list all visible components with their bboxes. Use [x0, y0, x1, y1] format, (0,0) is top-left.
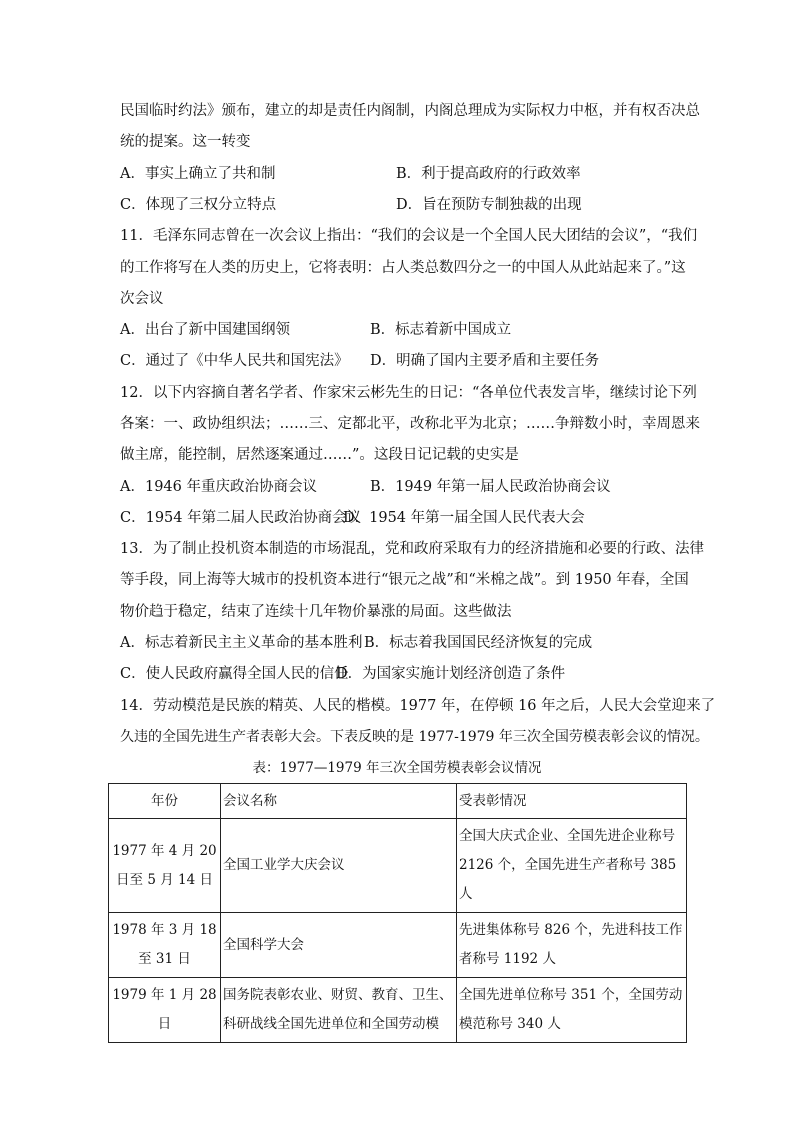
row-2-awards [457, 913, 687, 978]
row-1-year [109, 819, 221, 913]
table-row [109, 913, 687, 978]
row-1-conference [221, 819, 457, 913]
q12-stem-line-1: 12．以下内容摘自著名学者、作家宋云彬先生的日记：“各单位代表发言毕，继续讨论下列 [120, 385, 697, 401]
row-1-awards-text: 全国大庆式企业、全国先进企业称号 2126 个，全国先进生产者称号 385 人 [459, 828, 677, 902]
q11-stem-line-2: 的工作将写在人类的历史上，它将表明：占人类总数四分之一的中国人从此站起来了。”这 [120, 260, 686, 276]
q11-option-a: A．出台了新中国建国纲领 [120, 322, 290, 338]
q13-option-d: D．为国家实施计划经济创造了条件 [336, 666, 566, 682]
q11-option-b: B．标志着新中国成立 [370, 322, 512, 338]
q13-option-c: C．使人民政府赢得全国人民的信任 [120, 666, 349, 682]
row-1-year-text: 1977 年 4 月 20 日至 5 月 14 日 [112, 842, 217, 888]
row-2-year [109, 913, 221, 978]
q10-stem-line-1: 民国临时约法》颁布，建立的却是责任内阁制，内阁总理成为实际权力中枢，并有权否决总 [120, 103, 700, 119]
q12-stem-line-2: 各案：一、政协组织法；……三、定都北平，改称北平为北京；……争辩数小时，幸周恩来 [120, 416, 700, 432]
q11-option-c: C．通过了《中华人民共和国宪法》 [120, 353, 349, 369]
row-2-awards-text: 先进集体称号 826 个，先进科技工作者称号 1192 人 [459, 922, 683, 967]
q11-stem-line-1: 11．毛泽东同志曾在一次会议上指出：“我们的会议是一个全国人民大团结的会议”，“我们 [120, 228, 698, 244]
q13-stem-line-2: 等手段，同上海等大城市的投机资本进行“银元之战”和“米棉之战”。到 1950 年春，全国 [120, 572, 689, 588]
row-1-awards [457, 819, 687, 913]
q10-option-c: C．体现了三权分立特点 [120, 197, 277, 213]
table-row [109, 978, 687, 1043]
q13-option-a: A．标志着新民主主义革命的基本胜利 [120, 635, 363, 651]
q12-stem-line-3: 做主席，能控制，居然逐案通过……”。这段日记记载的史实是 [120, 447, 519, 463]
row-3-conference [221, 978, 457, 1043]
header-award-status: 受表彰情况 [457, 784, 687, 819]
q14-stem-line-1: 14．劳动模范是民族的精英、人民的楷模。1977 年，在停顿 16 年之后，人民大会堂迎来了 [120, 698, 716, 714]
q12-option-b: B．1949 年第一届人民政治协商会议 [370, 479, 611, 495]
q11-option-d: D．明确了国内主要矛盾和主要任务 [370, 353, 600, 369]
row-3-year-text: 1979 年 1 月 28 日 [112, 987, 217, 1032]
row-3-conference-text: 国务院表彰农业、财贸、教育、卫生、科研战线全国先进单位和全国劳动模 [223, 987, 453, 1032]
q13-option-b: B．标志着我国国民经济恢复的完成 [364, 635, 593, 651]
q10-option-d: D．旨在预防专制独裁的出现 [396, 197, 582, 213]
q10-stem-line-2: 统的提案。这一转变 [120, 134, 251, 150]
q11-stem-line-3: 次会议 [120, 291, 164, 307]
row-2-conference [221, 913, 457, 978]
q12-option-d: D．1954 年第一届全国人民代表大会 [343, 510, 585, 526]
q10-option-a: A．事实上确立了共和制 [120, 166, 276, 182]
q12-option-c: C．1954 年第二届人民政治协商会议 [120, 510, 362, 526]
header-year: 年份 [109, 784, 221, 819]
row-1-conference-text: 全国工业学大庆会议 [223, 857, 345, 873]
row-2-conference-text: 全国科学大会 [223, 936, 304, 953]
header-conference-name: 会议名称 [221, 784, 457, 819]
q14-stem-line-2: 久违的全国先进生产者表彰大会。下表反映的是 1977-1979 年三次全国劳模表彰会议的情况。 [120, 729, 709, 745]
row-3-year [109, 978, 221, 1043]
table-caption: 表：1977—1979 年三次全国劳模表彰会议情况 [252, 760, 542, 776]
award-conferences-table [108, 783, 687, 1043]
row-3-awards [457, 978, 687, 1043]
row-3-awards-text: 全国先进单位称号 351 个，全国劳动模范称号 340 人 [459, 987, 683, 1032]
q13-stem-line-3: 物价趋于稳定，结束了连续十几年物价暴涨的局面。这些做法 [120, 604, 512, 620]
q12-option-a: A．1946 年重庆政治协商会议 [120, 479, 317, 495]
table-header-row [109, 784, 687, 819]
row-2-year-text: 1978 年 3 月 18 至 31 日 [112, 922, 217, 967]
q10-option-b: B．利于提高政府的行政效率 [396, 166, 581, 182]
table-row [109, 819, 687, 913]
q13-stem-line-1: 13．为了制止投机资本制造的市场混乱，党和政府采取有力的经济措施和必要的行政、法律 [120, 541, 704, 557]
